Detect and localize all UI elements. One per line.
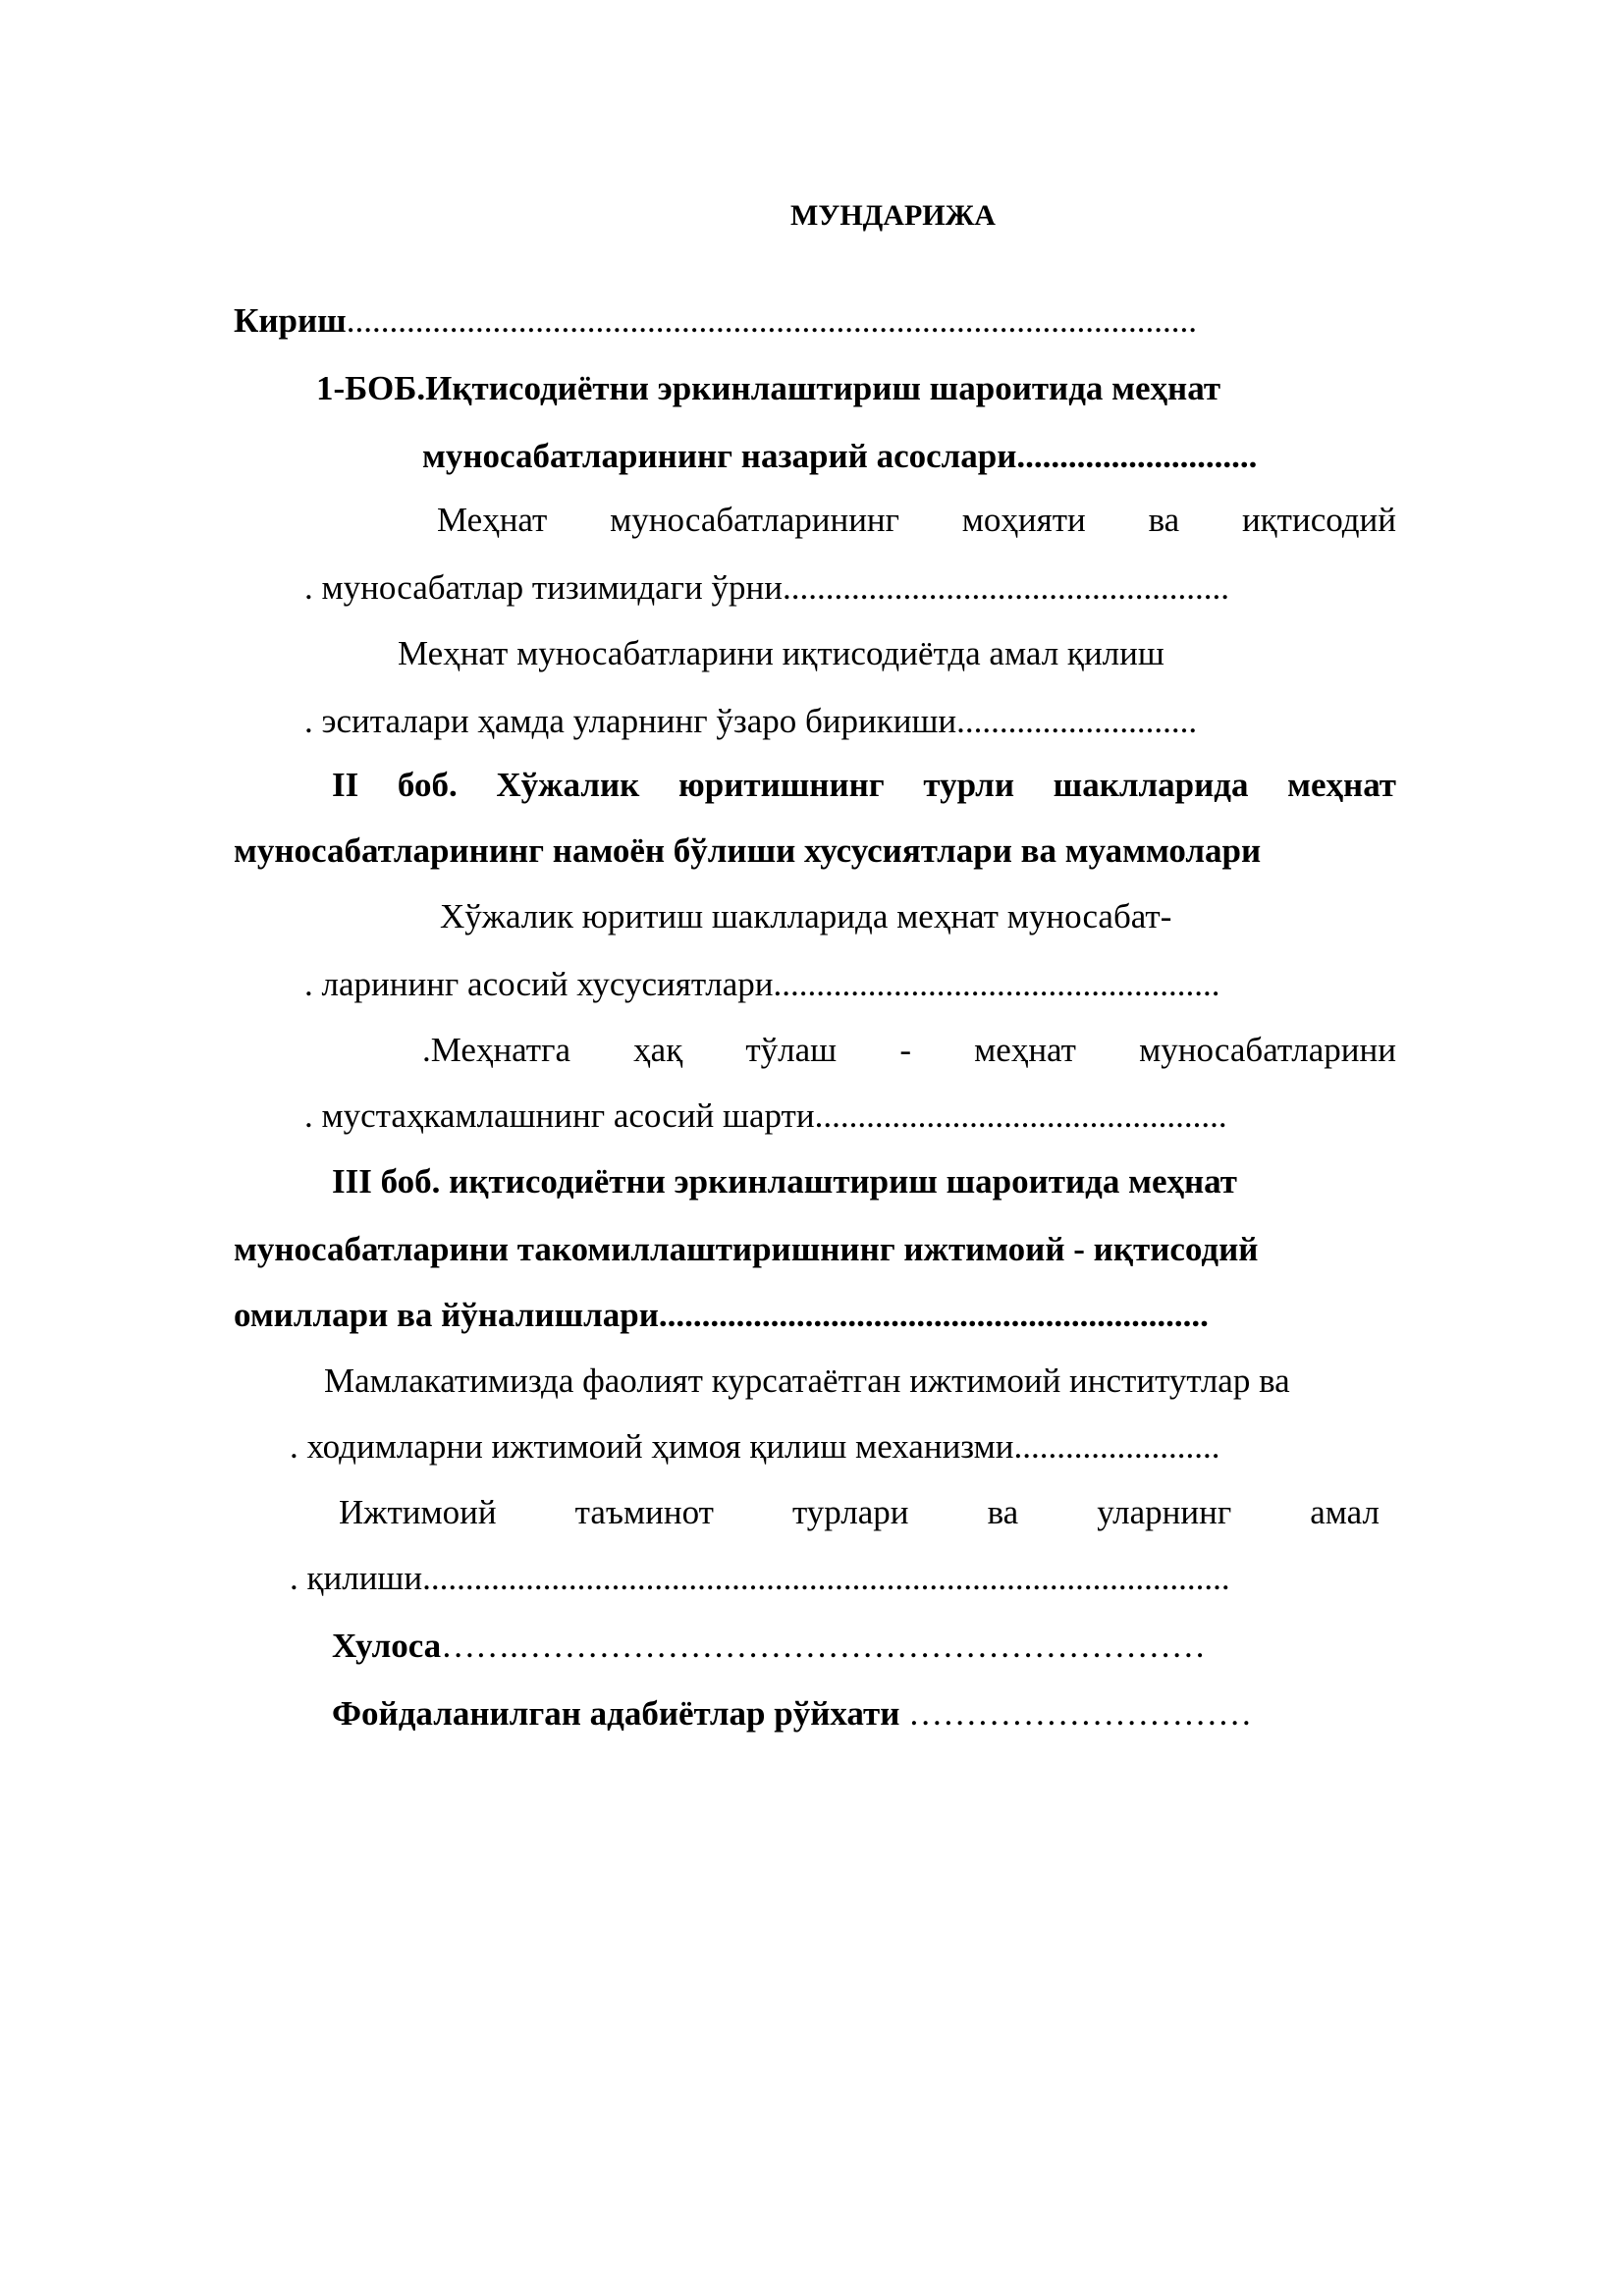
chapter-1-line-2: муносабатларининг назарий асослари............................ (422, 437, 1258, 475)
conclusion-label: Хулоса (332, 1627, 442, 1665)
intro-label: Кириш (234, 301, 347, 340)
chapter-2-word: шаклларида (1053, 766, 1249, 804)
section-1-2-line-2: . эситалари ҳамда уларнинг ўзаро бирикиши............................ (304, 702, 1198, 740)
section-2-2-line-1 (422, 1029, 1396, 1072)
section-1-1-word: муносабатларининг (610, 501, 900, 539)
chapter-2-word: меҳнат (1287, 766, 1396, 804)
section-1-1-word: моҳияти (961, 501, 1086, 539)
chapter-3-line-1: III боб. иқтисодиётни эркинлаштириш шароитида меҳнат (332, 1162, 1237, 1201)
section-2-2-word: - (899, 1031, 911, 1069)
chapter-3-line-3: омиллари ва йўналишлари................................................................ (234, 1296, 1209, 1334)
toc-entry-introduction (234, 299, 1333, 343)
section-2-2-word: муносабатларини (1139, 1031, 1396, 1069)
section-2-1-line-1: Хўжалик юритиш шаклларида меҳнат муносабат- (440, 897, 1172, 935)
references-label: Фойдаланилган адабиётлар рўйхати (332, 1694, 900, 1733)
section-2-2-word: ҳақ (633, 1031, 683, 1069)
chapter-2-word: юритишнинг (678, 766, 885, 804)
section-1-1-word: ва (1148, 501, 1180, 539)
section-3-2-word: таъминот (574, 1493, 714, 1531)
section-3-2-word: турлари (791, 1493, 909, 1531)
section-1-1-line-1 (437, 499, 1396, 542)
chapter-2-word: боб. (397, 766, 458, 804)
chapter-2-word: Хўжалик (496, 766, 640, 804)
chapter-2-line-1 (332, 764, 1396, 807)
section-3-1-line-2: . ходимларни ижтимоий ҳимоя қилиш механизми........................ (290, 1427, 1220, 1466)
section-1-1-word: Меҳнат (437, 501, 548, 539)
section-1-1-word: иқтисодий (1241, 501, 1396, 539)
chapter-2-word: II (332, 766, 359, 804)
toc-entry-references (332, 1692, 1373, 1735)
section-1-2-line-1: Меҳнат муносабатларини иқтисодиётда амал қилиш (398, 634, 1164, 672)
chapter-3-line-2: муносабатларини такомиллаштиришнинг ижтимоий - иқтисодий (234, 1230, 1259, 1268)
chapter-1-line-1: 1-БОБ.Иқтисодиётни эркинлаштириш шароитида меҳнат (316, 369, 1221, 407)
section-2-1-line-2: . ларининг асосий хусусиятлари.................................................... (304, 965, 1220, 1003)
toc-entry-conclusion (332, 1625, 1373, 1668)
section-1-1-line-2: . муносабатлар тизимидаги ўрни.................................................... (304, 568, 1229, 607)
section-2-2-line-2: . мустаҳкамлашнинг асосий шарти................................................ (304, 1096, 1227, 1135)
section-3-2-word: амал (1310, 1493, 1380, 1531)
section-3-2-word: ва (987, 1493, 1019, 1531)
conclusion-dots: …….…………………………………………………… (441, 1627, 1206, 1665)
section-3-2-line-2: . қилиши.............................................................................................. (290, 1559, 1230, 1597)
section-2-2-word: .Меҳнатга (422, 1031, 570, 1069)
chapter-2-word: турли (923, 766, 1014, 804)
section-3-2-word: уларнинг (1097, 1493, 1232, 1531)
section-3-2-word: Ижтимоий (339, 1493, 497, 1531)
toc-title: МУНДАРИЖА (790, 199, 996, 232)
chapter-2-line-2: муносабатларининг намоён бўлиши хусусиятлари ва муаммолари (234, 831, 1262, 870)
intro-dots: ................................................................................................... (346, 301, 1197, 340)
section-2-2-word: тўлаш (745, 1031, 838, 1069)
section-2-2-word: меҳнат (974, 1031, 1076, 1069)
references-dots: ………………………… (899, 1694, 1253, 1733)
section-3-1-line-1: Мамлакатимизда фаолият курсатаётган ижтимоий институтлар ва (324, 1362, 1290, 1400)
section-3-2-line-1 (339, 1491, 1380, 1534)
